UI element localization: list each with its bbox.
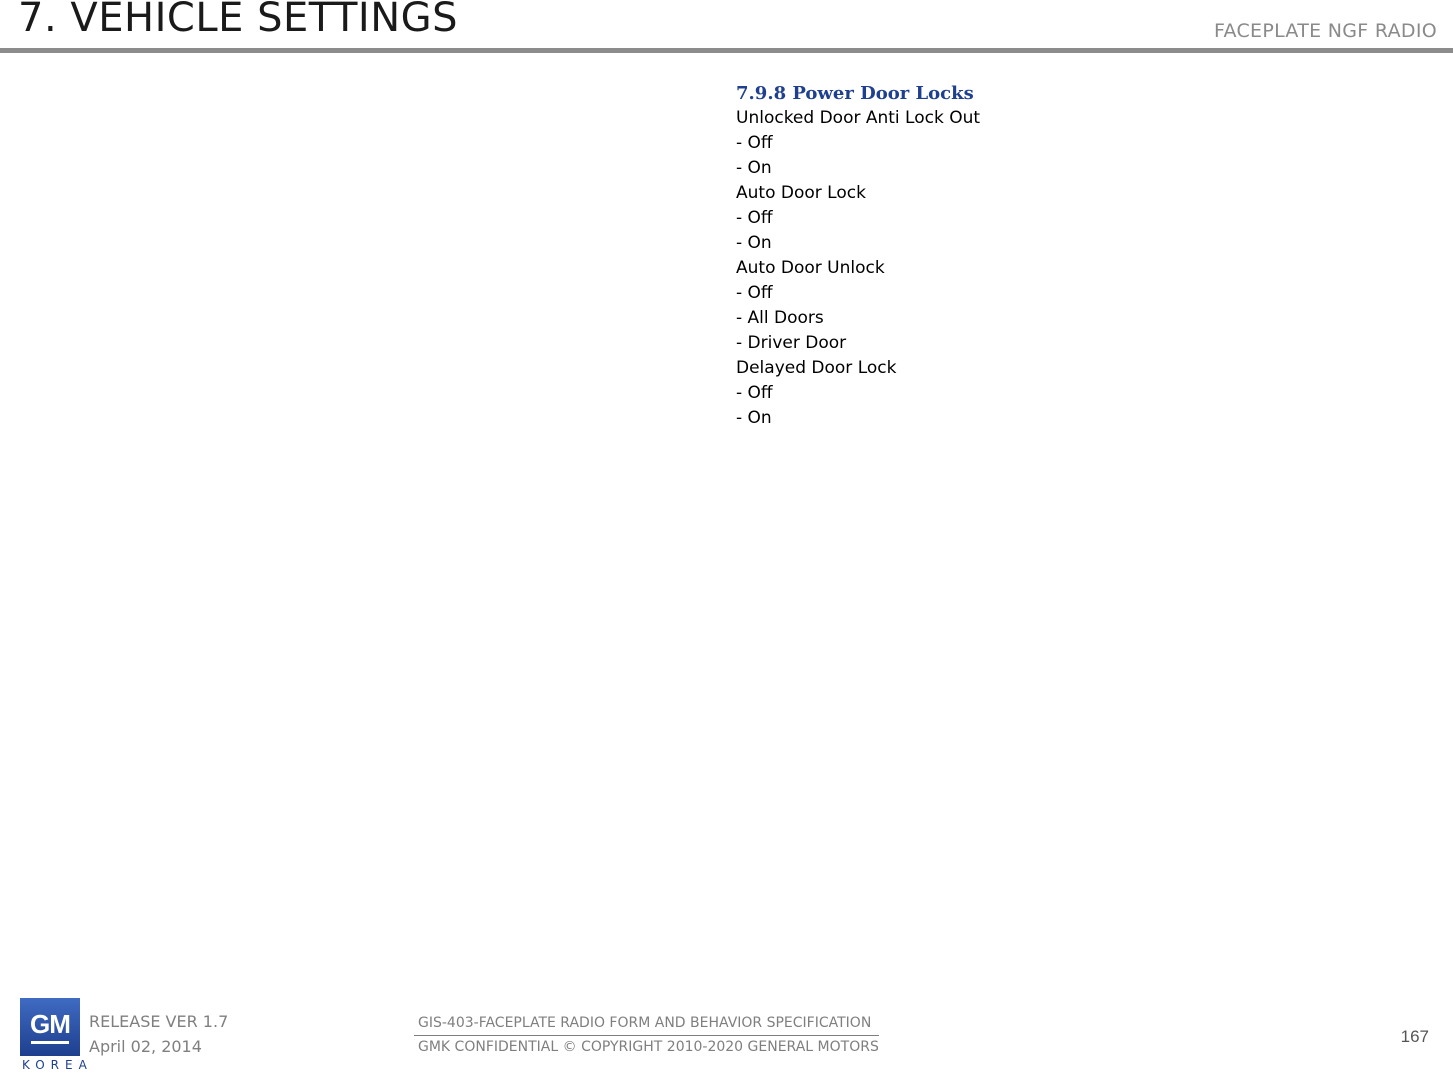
- release-date: April 02, 2014: [89, 1037, 202, 1056]
- setting-option: - On: [736, 408, 772, 428]
- setting-item: Auto Door Unlock: [736, 258, 885, 278]
- release-info: [89, 1009, 228, 1059]
- header-divider: [0, 48, 1453, 53]
- document-info: [414, 1012, 879, 1059]
- settings-option-list: [736, 106, 1236, 431]
- gm-logo-badge: [20, 998, 80, 1056]
- setting-option: - On: [736, 233, 772, 253]
- setting-option: - All Doors: [736, 308, 824, 328]
- setting-option: - Off: [736, 283, 773, 303]
- section-content: [736, 82, 1236, 431]
- page-number: 167: [1400, 1027, 1429, 1046]
- document-label: FACEPLATE NGF RADIO: [1214, 20, 1437, 42]
- setting-option: - On: [736, 158, 772, 178]
- setting-item: Auto Door Lock: [736, 183, 866, 203]
- section-heading: 7.9.8 Power Door Locks: [736, 83, 974, 104]
- gm-korea-logo: [20, 998, 93, 1072]
- confidential-notice: GMK CONFIDENTIAL © COPYRIGHT 2010-2020 GENERAL MOTORS: [418, 1039, 879, 1055]
- logo-korea-text: KOREA: [22, 1058, 93, 1072]
- gm-logo-underline: [31, 1041, 69, 1044]
- setting-option: - Off: [736, 208, 773, 228]
- page-title: 7. VEHICLE SETTINGS: [18, 0, 459, 41]
- setting-option: - Off: [736, 383, 773, 403]
- setting-item: Delayed Door Lock: [736, 358, 897, 378]
- setting-item: Unlocked Door Anti Lock Out: [736, 108, 981, 128]
- document-spec-title: GIS-403-FACEPLATE RADIO FORM AND BEHAVIOR SPECIFICATION: [414, 1012, 879, 1036]
- gm-logo-text: GM: [30, 1009, 70, 1039]
- setting-option: - Driver Door: [736, 333, 847, 353]
- setting-option: - Off: [736, 133, 773, 153]
- release-version: RELEASE VER 1.7: [89, 1012, 229, 1031]
